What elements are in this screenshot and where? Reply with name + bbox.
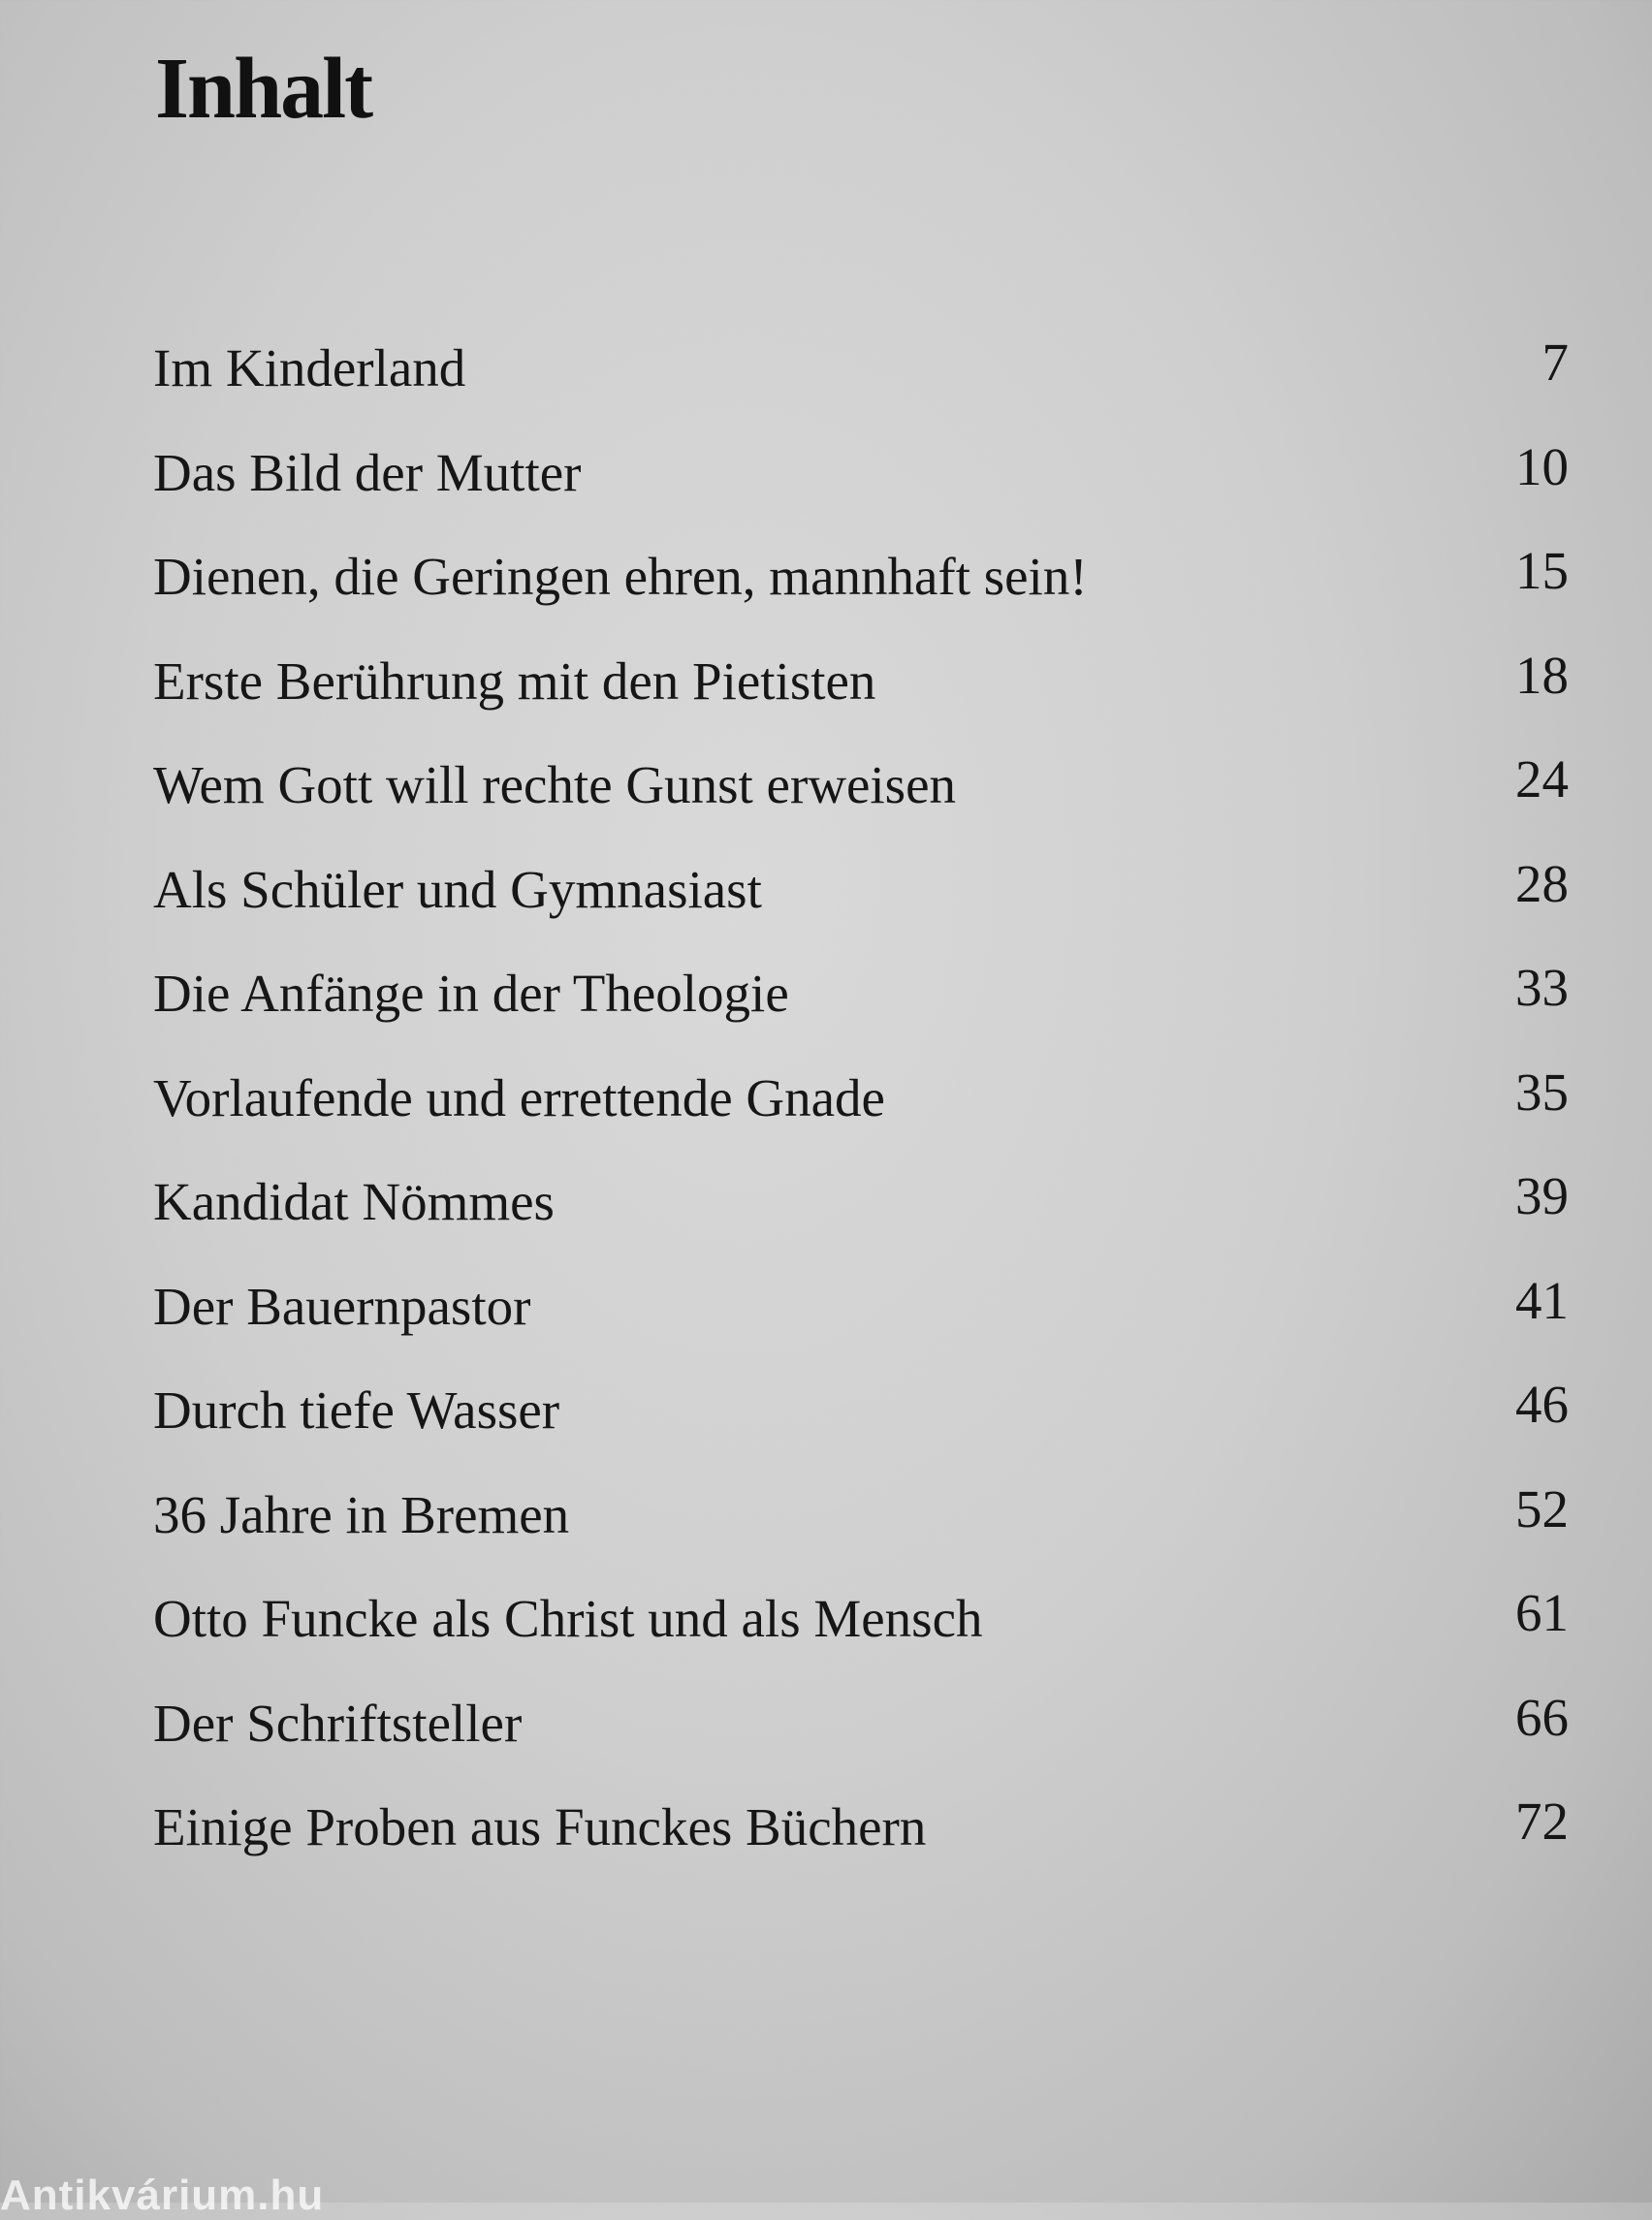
toc-entry [153,1789,1569,1893]
toc-entry [153,955,1569,1060]
toc-entry-page: 66 [1515,1687,1569,1747]
toc-entry [153,1476,1569,1581]
toc-entry-title: Erste Berührung mit den Pietisten [153,650,876,711]
toc-entry-page: 15 [1515,541,1569,600]
toc-entry-page: 28 [1515,853,1569,913]
toc-entry [153,643,1569,747]
toc-entry [153,1372,1569,1476]
toc-entry-page: 7 [1541,333,1569,392]
toc-entry-title: Im Kinderland [153,338,466,397]
toc-entry-title: Otto Funcke als Christ und als Mensch [153,1589,983,1648]
toc-entry [153,1685,1569,1790]
toc-entry [153,434,1569,539]
toc-entry-title: Kandidat Nömmes [153,1172,555,1231]
page-title: Inhalt [155,41,372,137]
toc-entry-title: Die Anfänge in der Theologie [153,964,789,1023]
toc-entry-title: Durch tiefe Wasser [153,1380,560,1440]
watermark: Antikvárium.hu [0,2172,325,2219]
toc-entry-title: Das Bild der Mutter [153,442,582,502]
toc-entry-page: 72 [1515,1792,1569,1851]
toc-entry-title: Einige Proben aus Funckes Büchern [153,1797,927,1856]
toc-entry [153,1580,1569,1685]
toc-entry-page: 61 [1515,1583,1569,1642]
toc-entry-page: 35 [1515,1062,1569,1122]
toc-entry [153,746,1569,851]
toc-entry-page: 41 [1515,1270,1569,1330]
toc-entry [153,330,1569,434]
toc-entry-title: Der Bauernpastor [153,1276,531,1336]
toc-entry [153,1268,1569,1373]
table-of-contents [153,330,1569,1893]
toc-entry [153,1163,1569,1268]
toc-entry [153,538,1569,643]
toc-entry-title: Der Schriftsteller [153,1693,523,1753]
toc-entry-title: Wem Gott will rechte Gunst erweisen [153,755,956,814]
toc-entry-page: 18 [1515,645,1569,705]
toc-entry-title: 36 Jahre in Bremen [153,1484,570,1544]
toc-entry-page: 10 [1515,436,1569,496]
toc-entry-title: Dienen, die Geringen ehren, mannhaft sein! [153,547,1088,606]
toc-entry-title: Vorlaufende und errettende Gnade [153,1067,885,1127]
toc-entry-page: 39 [1515,1166,1569,1225]
toc-entry-page: 46 [1515,1375,1569,1434]
toc-entry-page: 52 [1515,1478,1569,1538]
toc-entry [153,1060,1569,1164]
toc-entry-page: 24 [1515,749,1569,809]
toc-entry [153,851,1569,956]
toc-entry-title: Als Schüler und Gymnasiast [153,859,762,919]
toc-entry-page: 33 [1515,958,1569,1017]
